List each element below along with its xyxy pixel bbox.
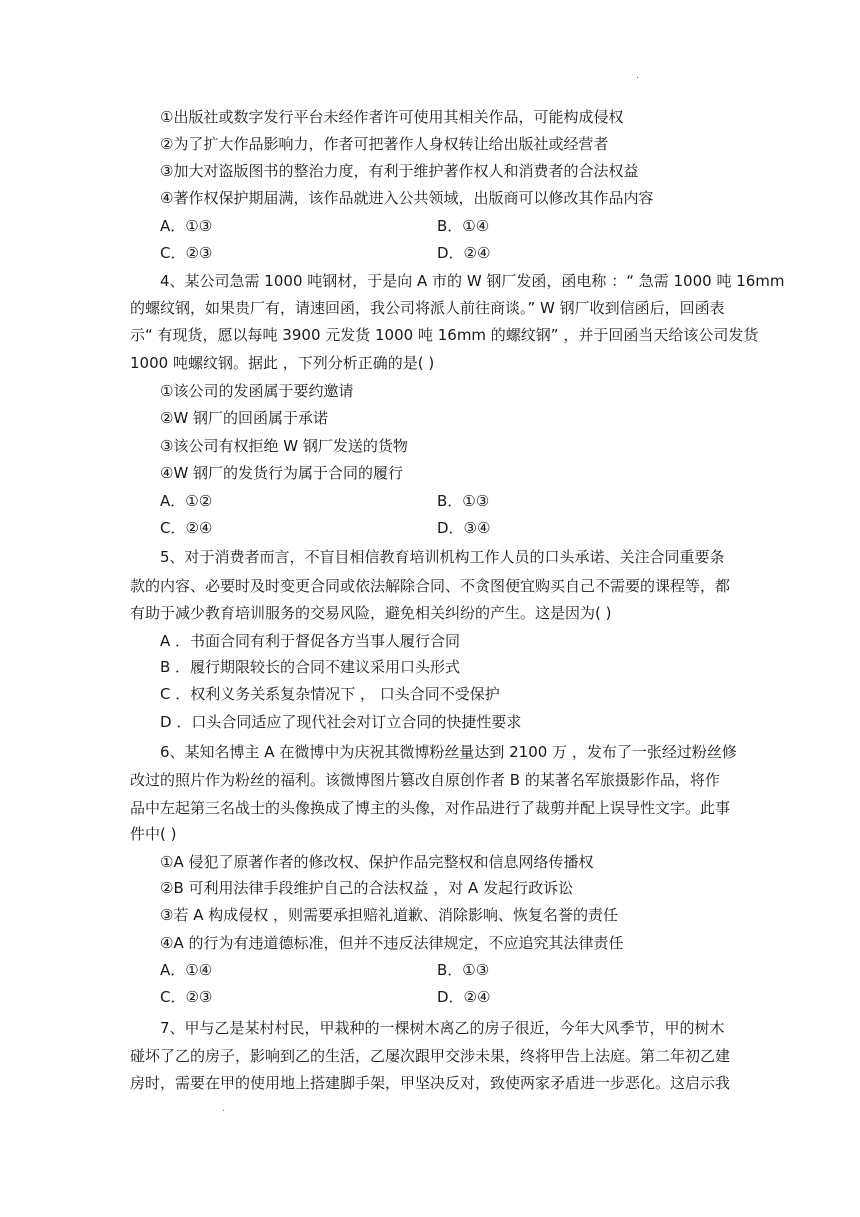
q4-stem-line-1: 4、某公司急需 1000 吨钢材，于是向 A 市的 W 钢厂发函，函电称 ：“ 急需 1000 吨 16mm: [160, 272, 785, 290]
q5-option-d: D ．口头合同适应了现代社会对订立合同的快捷性要求: [160, 713, 522, 731]
q4-option-d: D．③④: [437, 519, 491, 537]
q6-stem-line-4: 件中( ): [130, 825, 177, 843]
q7-stem-line-3: 房时，需要在甲的使用地上搭建脚手架，甲坚决反对，致使两家矛盾进一步恶化。这启示我: [130, 1074, 731, 1092]
q4-option-a: A．①②: [160, 492, 213, 510]
q6-statement-4: ④A 的行为有违道德标准，但并不违反法律规定，不应追究其法律责任: [160, 934, 624, 952]
q6-option-c: C．②③: [160, 988, 213, 1006]
q3-statement-3: ③加大对盗版图书的整治力度，有利于维护著作权人和消费者的合法权益: [160, 162, 639, 180]
q5-option-a: A ．书面合同有利于督促各方当事人履行合同: [160, 632, 461, 650]
q7-stem-line-1: 7、甲与乙是某村村民，甲栽种的一棵树木离乙的房子很近，今年大风季节，甲的树木: [160, 1019, 725, 1037]
q3-statement-4: ④著作权保护期届满，该作品就进入公共领域，出版商可以修改其作品内容: [160, 189, 654, 207]
scan-mark: .: [636, 70, 640, 81]
q6-option-a: A．①④: [160, 961, 213, 979]
scan-mark: .: [222, 1103, 226, 1114]
q4-statement-4: ④W 钢厂的发货行为属于合同的履行: [160, 464, 404, 482]
q6-stem-line-3: 品中左起第三名战士的头像换成了博主的头像，对作品进行了裁剪并配上误导性文字。此事: [130, 799, 731, 817]
q6-statement-1: ①A 侵犯了原著作者的修改权、保护作品完整权和信息网络传播权: [160, 853, 594, 871]
q5-stem-line-2: 款的内容、必要时及时变更合同或依法解除合同、不贪图便宜购买自己不需要的课程等，都: [130, 577, 731, 595]
q4-stem-line-3: 示“ 有现货，愿以每吨 3900 元发货 1000 吨 16mm 的螺纹钢” ，并于回函当天给该公司发货: [130, 326, 759, 344]
q6-option-d: D．②④: [437, 988, 491, 1006]
q6-stem-line-1: 6、某知名博主 A 在微博中为庆祝其微博粉丝量达到 2100 万 ，发布了一张经过粉丝修: [160, 743, 737, 761]
q6-option-b: B．①③: [437, 961, 490, 979]
q7-stem-line-2: 碰坏了乙的房子，影响到乙的生活，乙屡次跟甲交涉未果，终将甲告上法庭。第二年初乙建: [130, 1047, 731, 1065]
q6-statement-2: ②B 可利用法律手段维护自己的合法权益 ，对 A 发起行政诉讼: [160, 879, 574, 897]
q5-option-c: C ．权利义务关系复杂情况下 ， 口头合同不受保护: [160, 685, 500, 703]
q6-statement-3: ③若 A 构成侵权 ，则需要承担赔礼道歉、消除影响、恢复名誉的责任: [160, 906, 619, 924]
q4-option-c: C．②④: [160, 519, 213, 537]
q5-stem-line-1: 5、对于消费者而言，不盲目相信教育培训机构工作人员的口头承诺、关注合同重要条: [160, 548, 725, 566]
q3-option-a: A．①③: [160, 217, 213, 235]
q3-option-b: B．①④: [437, 217, 490, 235]
q4-statement-3: ③该公司有权拒绝 W 钢厂发送的货物: [160, 437, 408, 455]
q5-option-b: B ．履行期限较长的合同不建议采用口头形式: [160, 658, 461, 676]
q4-statement-2: ②W 钢厂的回函属于承诺: [160, 409, 329, 427]
q4-stem-line-2: 的螺纹钢，如果贵厂有，请速回函，我公司将派人前往商谈。” W 钢厂收到信函后，回函表: [130, 299, 725, 317]
q5-stem-line-3: 有助于减少教育培训服务的交易风险，避免相关纠纷的产生。这是因为( ): [130, 604, 612, 622]
q3-statement-2: ②为了扩大作品影响力，作者可把著作人身权转让给出版社或经营者: [160, 135, 609, 153]
q4-statement-1: ①该公司的发函属于要约邀请: [160, 382, 354, 400]
q6-stem-line-2: 改过的照片作为粉丝的福利。该微博图片篡改自原创作者 B 的某著名军旅摄影作品，将作: [130, 771, 720, 789]
q4-option-b: B．①③: [437, 492, 490, 510]
q3-option-c: C．②③: [160, 244, 213, 262]
q3-option-d: D．②④: [437, 244, 491, 262]
q4-stem-line-4: 1000 吨螺纹钢。据此 ，下列分析正确的是( ): [130, 354, 435, 372]
q3-statement-1: ①出版社或数字发行平台未经作者许可使用其相关作品，可能构成侵权: [160, 108, 624, 126]
